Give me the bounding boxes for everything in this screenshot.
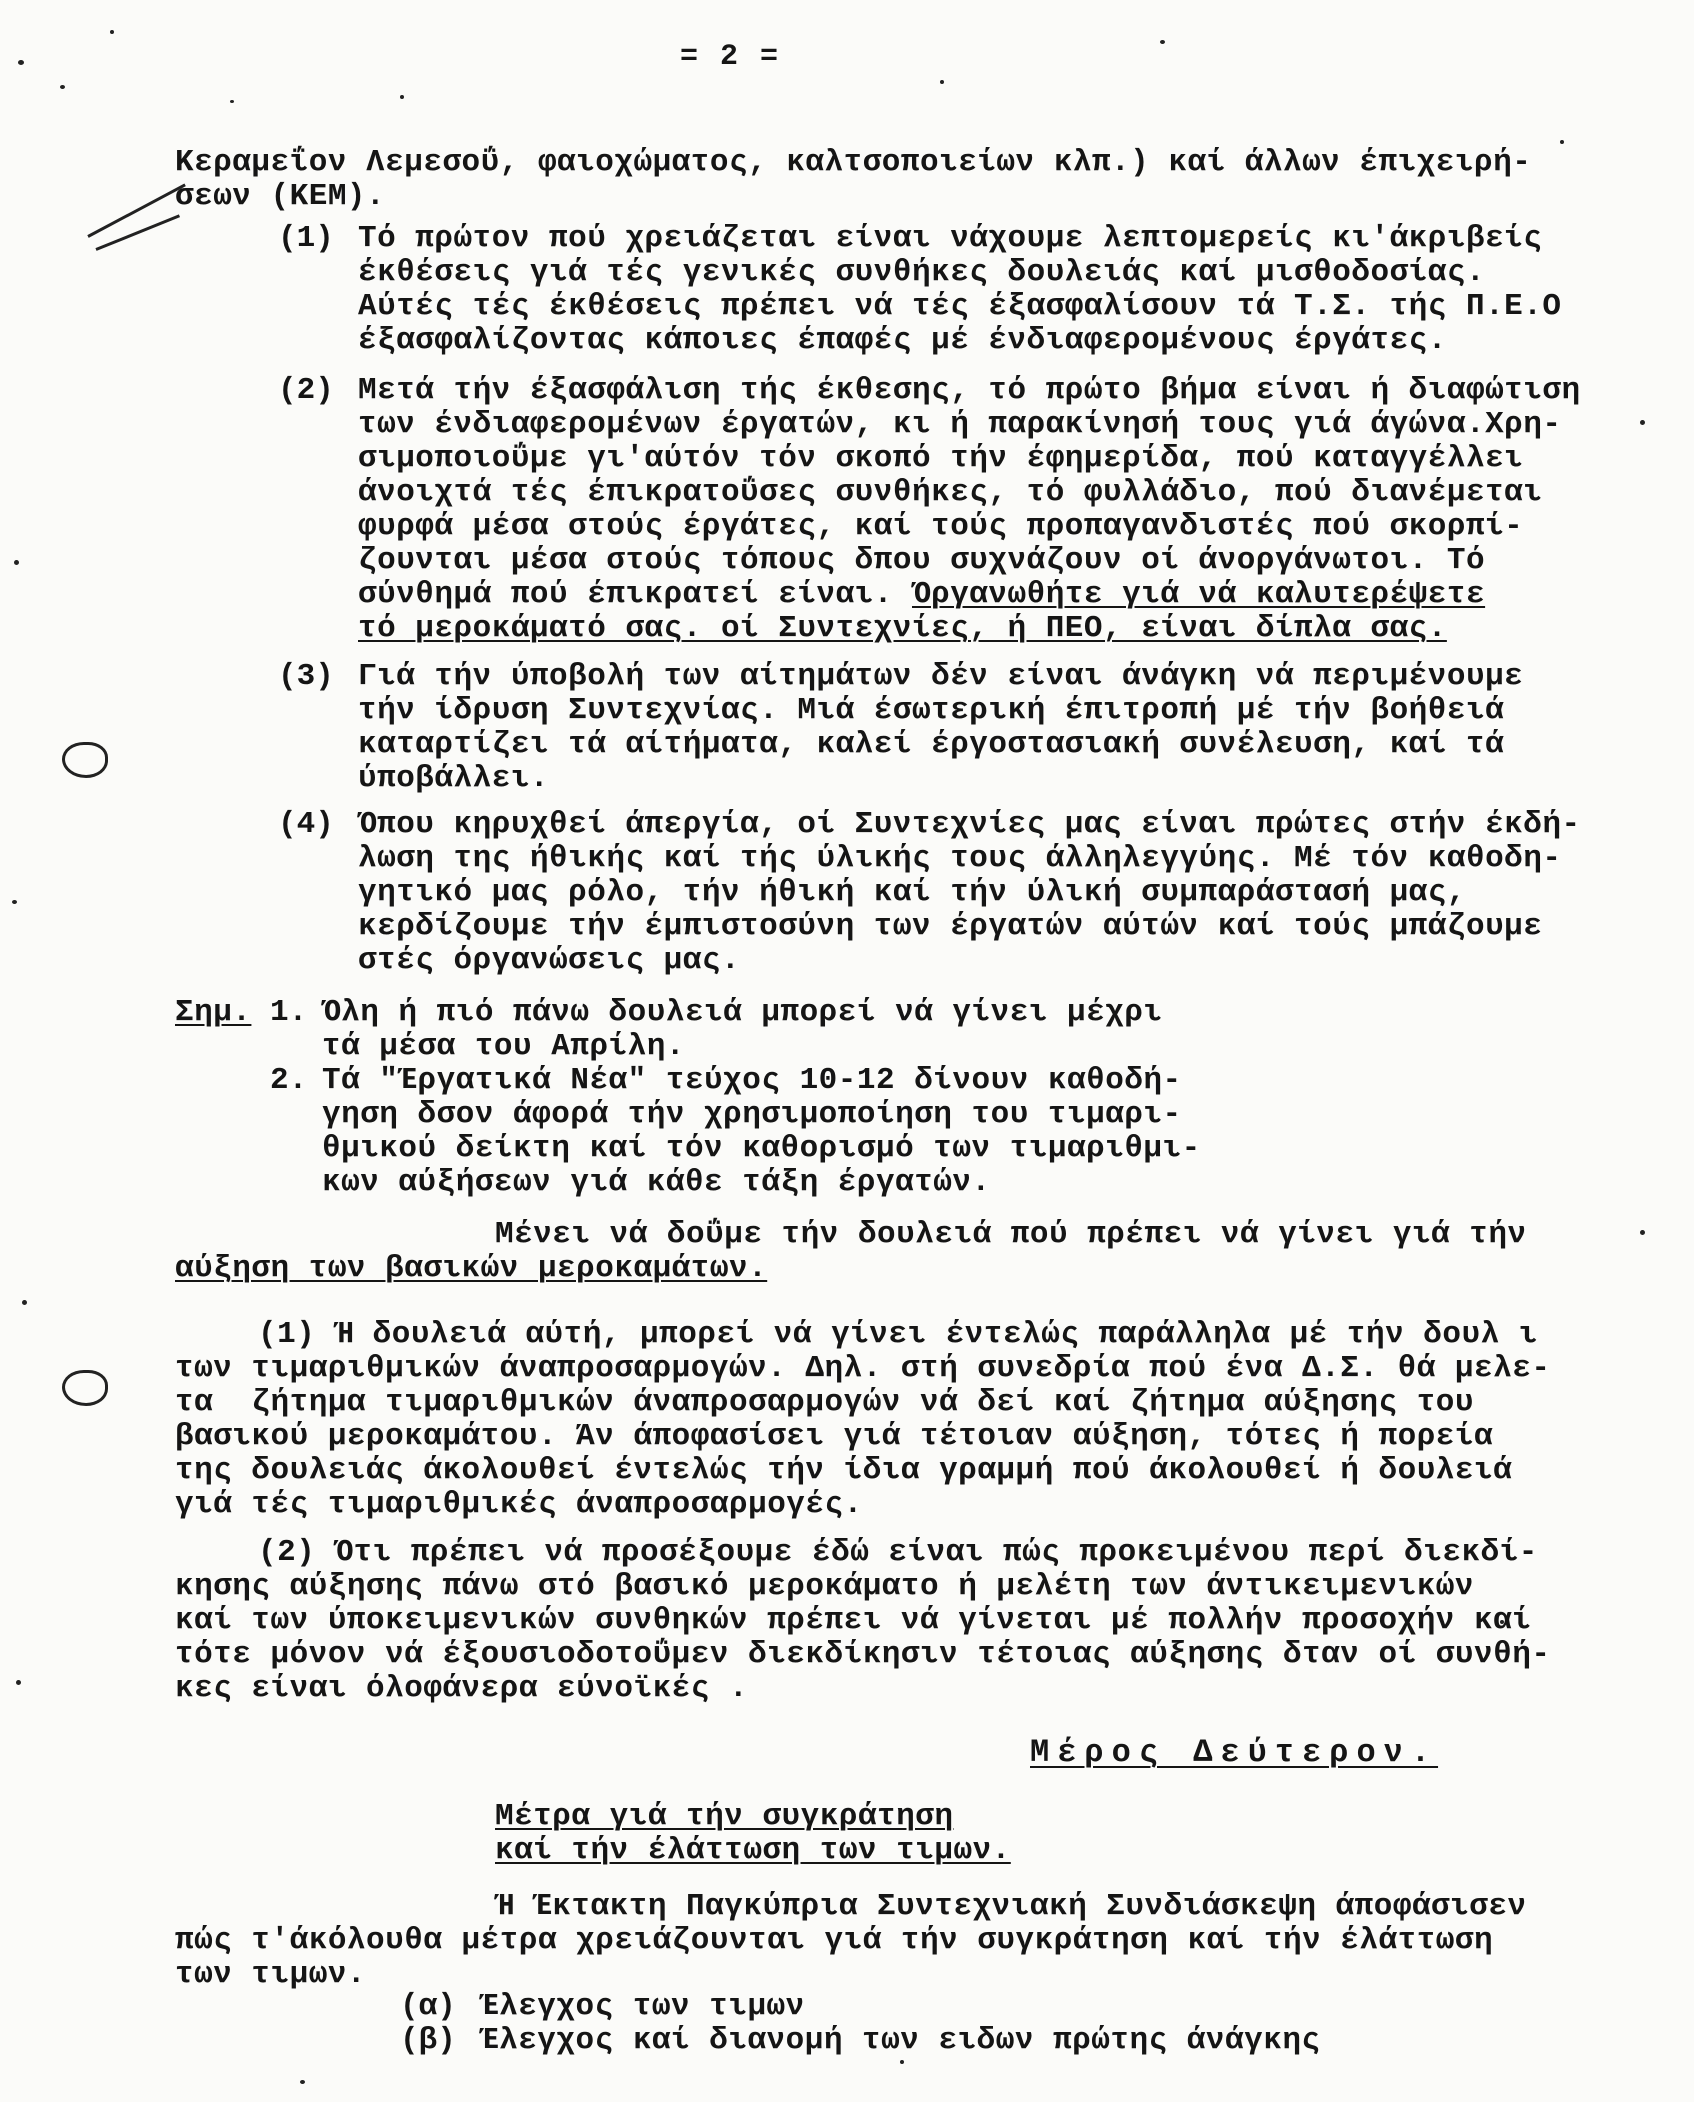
notes-label: Σημ. — [175, 995, 252, 1030]
page-number: = 2 = — [679, 40, 780, 74]
scan-speck — [110, 30, 114, 34]
paragraph-line: κησης αύξησης πάνω στό βασικό μεροκάματο ή μελέτη των άντικειμενικών — [175, 1569, 1475, 1604]
measure-text: Έλεγχος των τιμων — [480, 1989, 805, 2024]
paragraph-line: της δουλειάς άκολουθεί έντελώς τήν ίδια γραμμή πού άκολουθεί ή δουλειά — [175, 1453, 1513, 1488]
item-line: Γιά τήν ύποβολή των αίτημάτων δέν είναι άνάγκη νά περιμένουμε — [358, 659, 1524, 694]
item-line: ζουνται μέσα στούς τόπους δπου συχνάζουν οί άνοργάνωτοι. Τό — [358, 543, 1486, 578]
note-line: γηση δσον άφορά τήν χρησιμοποίηση του τιμαρι- — [322, 1097, 1182, 1132]
paragraph-line: (2) Ότι πρέπει νά προσέξουμε έδώ είναι πώς προκειμένου περί διεκδί- — [258, 1535, 1538, 1570]
scan-speck — [1640, 1230, 1645, 1235]
closing-line: Ή Έκτακτη Παγκύπρια Συντεχνιακή Συνδιάσκεψη άποφάσισεν — [495, 1889, 1527, 1924]
paragraph-line: τα ζήτημα τιμαριθμικών άναπροσαρμογών νά δεί καί ζήτημα αύξησης του — [175, 1385, 1475, 1420]
paragraph-line: των τιμαριθμικών άναπροσαρμογών. Δηλ. στή συνεδρία πού ένα Δ.Σ. θά μελε- — [175, 1351, 1551, 1386]
note-number: 2. — [270, 1063, 308, 1098]
item-line: άνοιχτά τές έπικρατοΰσες συνθήκες, τό φυλλάδιο, πού διανέμεται — [358, 475, 1543, 510]
hole-punch-mark — [62, 1370, 108, 1406]
paragraph-line: γιά τές τιμαριθμικές άναπροσαρμογές. — [175, 1487, 863, 1522]
item-line — [358, 578, 1485, 612]
note-line: θμικού δείκτη καί τόν καθορισμό των τιμαριθμι- — [322, 1131, 1201, 1166]
scan-speck — [1640, 420, 1645, 425]
paragraph-line: κες είναι όλοφάνερα εύνοϊκές . — [175, 1671, 749, 1706]
item-number: (2) — [278, 373, 334, 408]
scan-speck — [14, 560, 19, 565]
scan-speck — [22, 1300, 27, 1305]
scan-speck — [300, 2080, 305, 2084]
intro-line: σεων (ΚΕΜ). — [175, 179, 386, 214]
scan-speck — [400, 95, 404, 99]
scan-speck — [60, 85, 65, 89]
transition-line: Μένει νά δοΰμε τήν δουλειά πού πρέπει νά γίνει γιά τήν — [495, 1217, 1527, 1252]
item-text: σύνθημά πού έπικρατεί είναι. — [358, 577, 912, 612]
item-number: (4) — [278, 807, 334, 842]
scan-speck — [12, 900, 17, 904]
item-line: κερδίζουμε τήν έμπιστοσύνη των έργατών αύτών καί τούς μπάζουμε — [358, 909, 1543, 944]
paragraph-line: (1) Ή δουλειά αύτή, μπορεί νά γίνει έντελώς παράλληλα μέ τήν δουλ ι — [258, 1317, 1538, 1352]
paragraph-line: τότε μόνον νά έξουσιοδοτοΰμεν διεκδίκησιν τέτοιας αύξησης δταν οί συνθή- — [175, 1637, 1551, 1672]
scan-speck — [230, 100, 234, 103]
note-line: Τά "Έργατικά Νέα" τεύχος 10-12 δίνουν καθοδή- — [322, 1063, 1182, 1098]
item-line: καταρτίζει τά αίτήματα, καλεί έργοστασιακή συνέλευση, καί τά — [358, 727, 1505, 762]
scan-speck — [940, 80, 944, 84]
pen-mark — [95, 214, 180, 250]
item-line: λωση της ήθικής καί τής ύλικής τους άλληλεγγύης. Μέ τόν καθοδη- — [358, 841, 1562, 876]
closing-line: πώς τ'άκόλουθα μέτρα χρειάζουνται γιά τήν συγκράτηση καί τήν έλάττωση — [175, 1923, 1494, 1958]
item-line: γητικό μας ρόλο, τήν ήθική καί τήν ύλική συμπαράστασή μας, — [358, 875, 1466, 910]
subheading-line: Μέτρα γιά τήν συγκράτηση — [495, 1799, 954, 1834]
subheading-line: καί τήν έλάττωση των τιμων. — [495, 1833, 1011, 1868]
note-line: τά μέσα του Απρίλη. — [322, 1029, 685, 1064]
note-line: Όλη ή πιό πάνω δουλειά μπορεί νά γίνει μέχρι — [322, 995, 1163, 1030]
scan-speck — [16, 1680, 21, 1685]
item-line: ύποβάλλει. — [358, 761, 550, 796]
closing-line: των τιμων. — [175, 1957, 367, 1992]
measure-text: Έλεγχος καί διανομή των ειδων πρώτης άνάγκης — [480, 2023, 1321, 2058]
scan-speck — [900, 2060, 904, 2064]
item-line: σιμοποιοΰμε γι'αύτόν τόν σκοπό τήν έφημερίδα, πού καταγγέλλει — [358, 441, 1524, 476]
item-line: Όπου κηρυχθεί άπεργία, οί Συντεχνίες μας είναι πρώτες στήν έκδή- — [358, 807, 1581, 842]
item-line: των ένδιαφερομένων έργατών, κι ή παρακίνησή τους γιά άγώνα.Χρη- — [358, 407, 1562, 442]
measure-label: (α) — [400, 1989, 456, 2024]
scan-speck — [18, 60, 24, 65]
item-line: Τό πρώτον πού χρειάζεται είναι νάχουμε λεπτομερείς κι'άκριβείς — [358, 221, 1543, 256]
item-line: έξασφαλίζοντας κάποιες έπαφές μέ ένδιαφερομένους έργάτες. — [358, 323, 1447, 358]
note-number: 1. — [270, 995, 308, 1030]
pen-mark — [87, 184, 186, 238]
item-line: στές όργανώσεις μας. — [358, 943, 741, 978]
slogan-underlined: τό μεροκάματό σας. οί Συντεχνίες, ή ΠΕΟ, είναι δίπλα σας. — [358, 611, 1447, 646]
intro-line: Κεραμεΐον Λεμεσοΰ, φαιοχώματος, καλτσοποιείων κλπ.) καί άλλων έπιχειρή- — [175, 145, 1532, 180]
transition-heading: αύξηση των βασικών μεροκαμάτων. — [175, 1251, 768, 1286]
paragraph-line: καί των ύποκειμενικών συνθηκών πρέπει νά γίνεται μέ πολλήν προσοχήν καί — [175, 1603, 1532, 1638]
note-line: κων αύξήσεων γιά κάθε τάξη έργατών. — [322, 1165, 991, 1200]
paragraph-line: βασικού μεροκαμάτου. Άν άποφασίσει γιά τέτοιαν αύξηση, τότες ή πορεία — [175, 1419, 1494, 1454]
item-line: Αύτές τές έκθέσεις πρέπει νά τές έξασφαλίσουν τά Τ.Σ. τής Π.Ε.Ο — [358, 289, 1562, 324]
section-heading: Μέρος Δεύτερον. — [1030, 1734, 1439, 1771]
item-line: Μετά τήν έξασφάλιση τής έκθεσης, τό πρώτο βήμα είναι ή διαφώτιση — [358, 373, 1581, 408]
item-number: (1) — [278, 221, 334, 256]
item-line: έκθέσεις γιά τές γενικές συνθήκες δουλειάς καί μισθοδοσίας. — [358, 255, 1486, 290]
item-line: τήν ίδρυση Συντεχνίας. Μιά έσωτερική έπιτροπή μέ τήν βοήθειά — [358, 693, 1505, 728]
slogan-underlined: Όργανωθήτε γιά νά καλυτερέψετε — [912, 577, 1486, 612]
item-line: φυρφά μέσα στούς έργάτες, καί τούς προπαγανδιστές πού σκορπί- — [358, 509, 1524, 544]
scan-speck — [1560, 140, 1564, 144]
item-number: (3) — [278, 659, 334, 694]
hole-punch-mark — [62, 742, 108, 778]
scan-speck — [1160, 40, 1165, 44]
measure-label: (β) — [400, 2023, 456, 2058]
